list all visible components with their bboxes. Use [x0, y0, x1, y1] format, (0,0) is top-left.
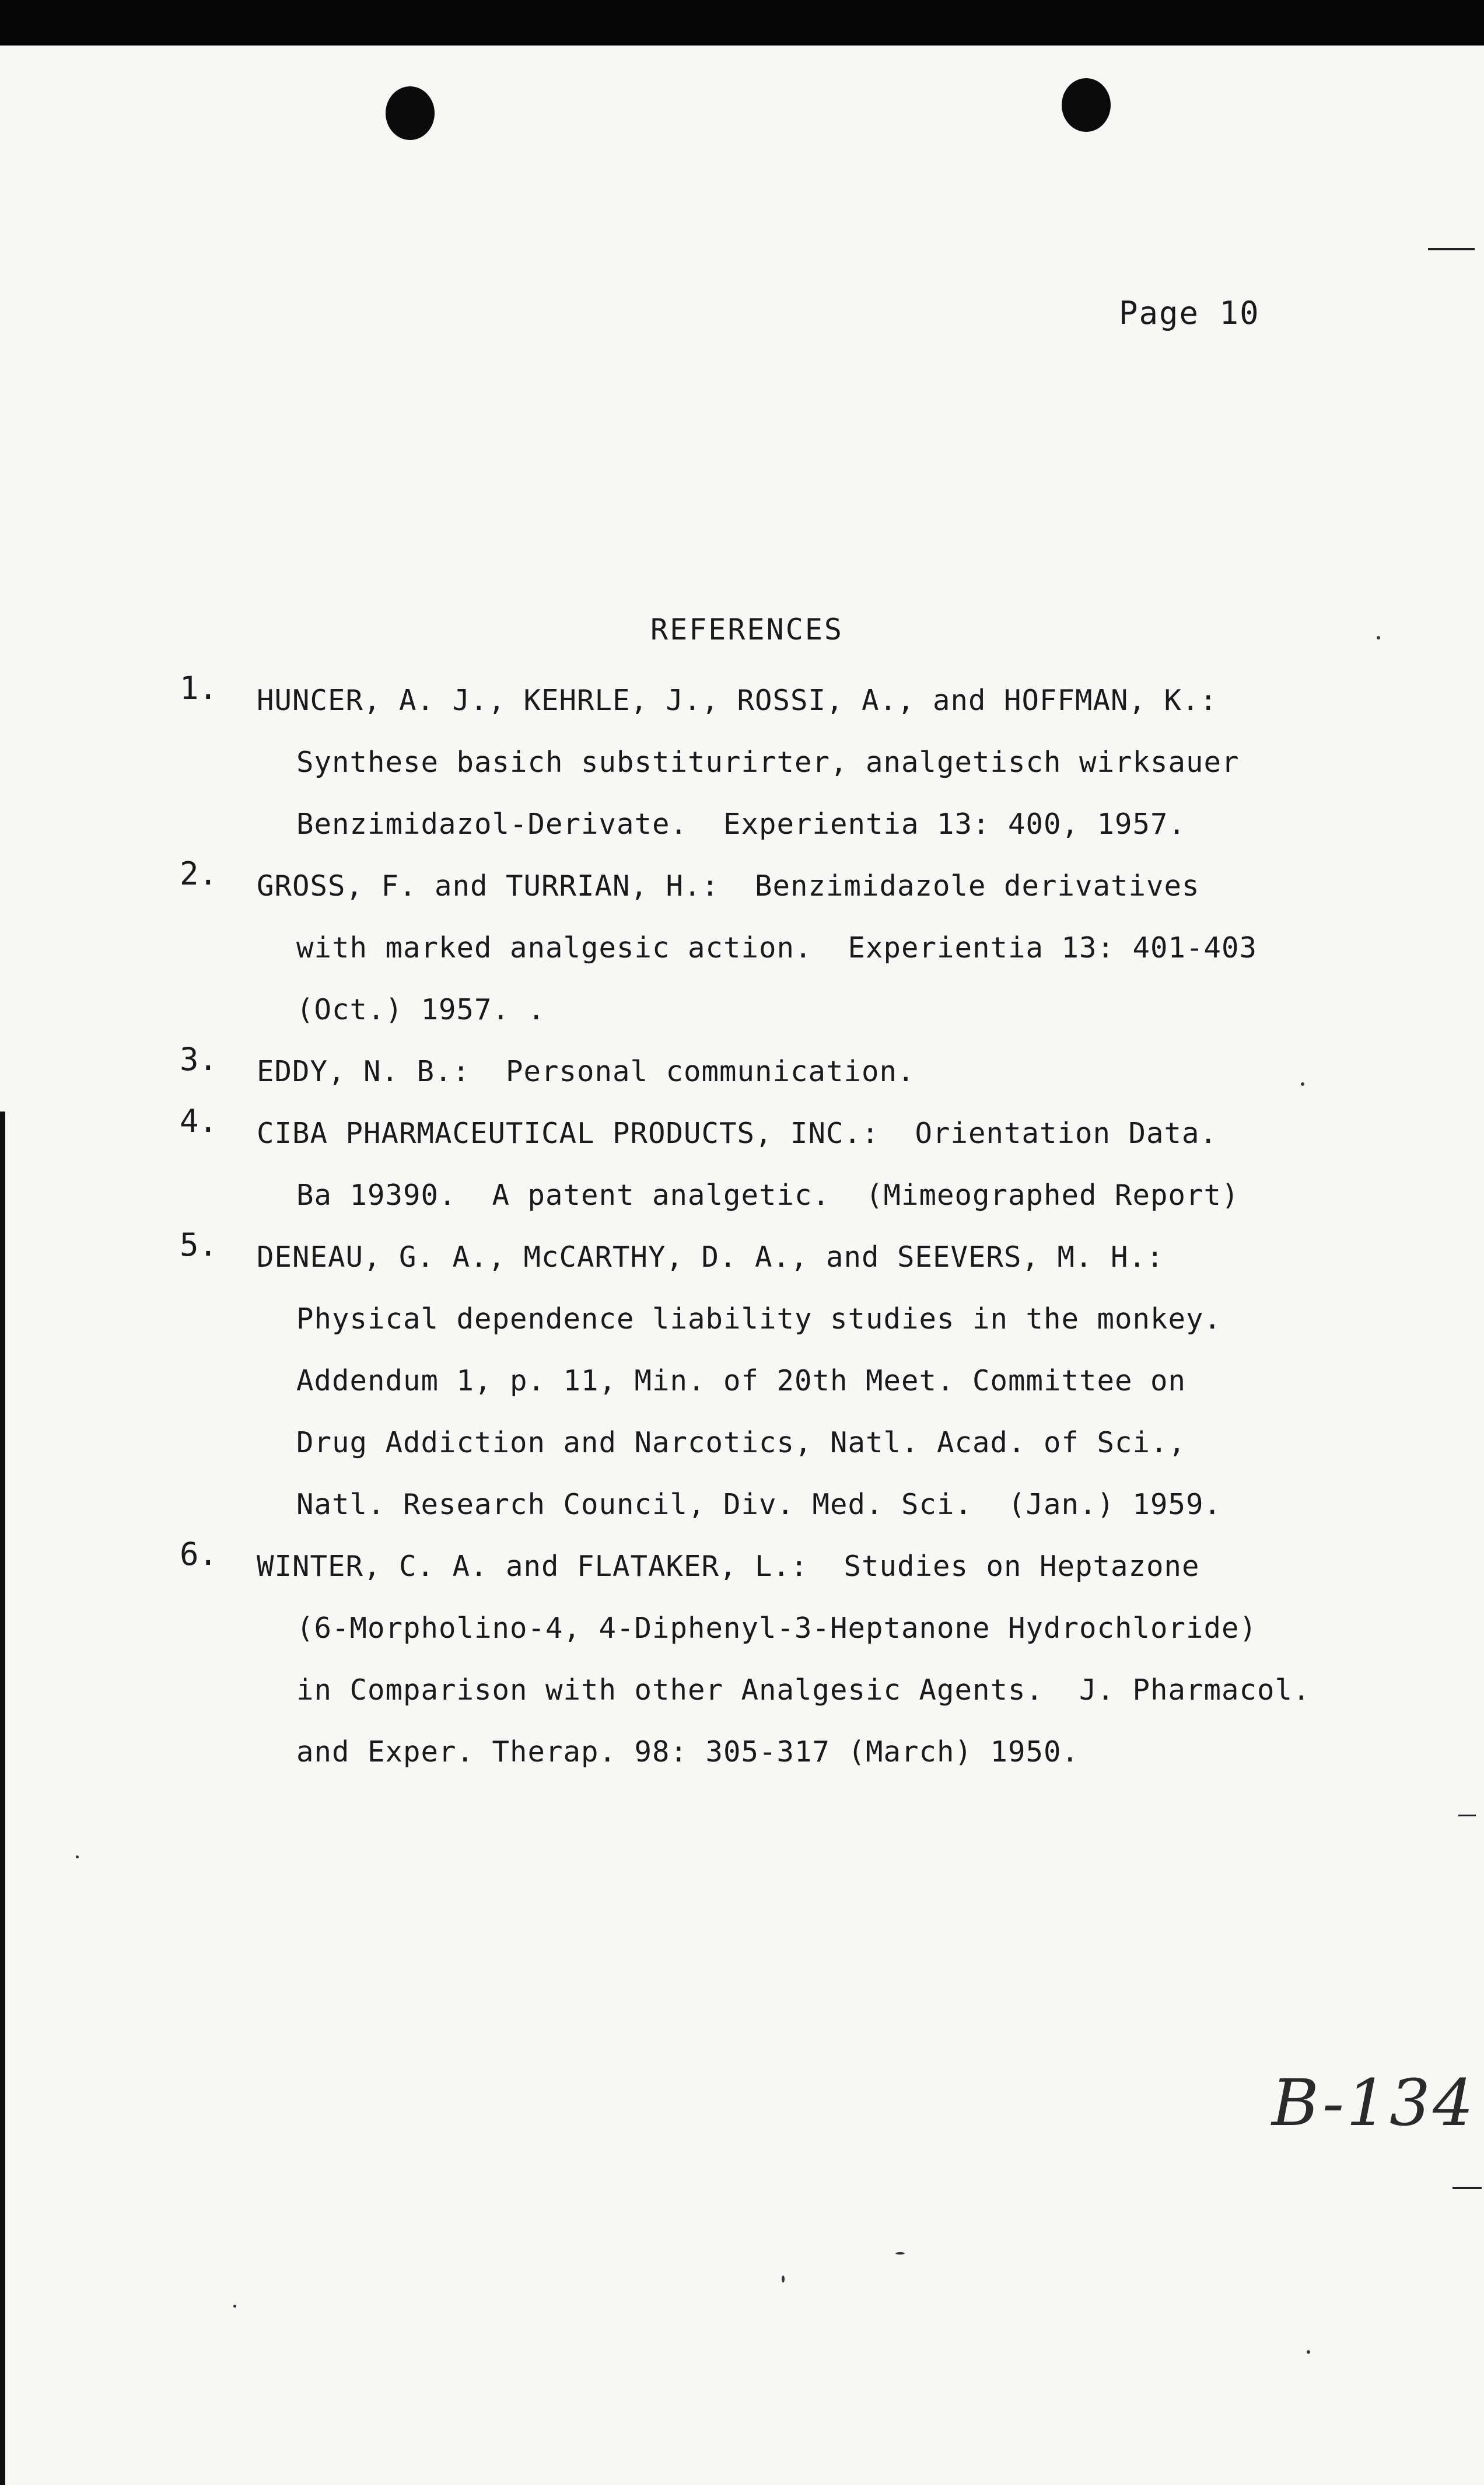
reference-number: 6.: [180, 1536, 218, 1572]
scan-speck: [76, 1855, 79, 1858]
reference-line: GROSS, F. and TURRIAN, H.: Benzimidazole derivatives: [257, 869, 1200, 903]
punch-hole-left: [386, 86, 435, 140]
page-number: Page 10: [1119, 295, 1260, 331]
reference-number: 3.: [180, 1041, 218, 1078]
scan-speck: [233, 2305, 236, 2308]
scan-speck: [895, 2252, 905, 2255]
reference-line: Natl. Research Council, Div. Med. Sci. (Jan.) 1959.: [296, 1488, 1222, 1521]
reference-line: Drug Addiction and Narcotics, Natl. Acad. of Sci.,: [296, 1426, 1186, 1459]
scan-top-border: [0, 0, 1484, 46]
scan-left-border: [0, 1112, 5, 2485]
reference-list: [180, 670, 1422, 1783]
reference-line: Addendum 1, p. 11, Min. of 20th Meet. Committee on: [296, 1364, 1186, 1397]
reference-line: Benzimidazol-Derivate. Experientia 13: 400, 1957.: [296, 808, 1186, 841]
reference-item: [180, 1536, 1422, 1783]
reference-number: 1.: [180, 670, 218, 707]
scan-artifact: [1428, 248, 1475, 250]
reference-line: Ba 19390. A patent analgetic. (Mimeographed Report): [296, 1179, 1240, 1212]
reference-line: EDDY, N. B.: Personal communication.: [257, 1055, 915, 1088]
reference-line: HUNCER, A. J., KEHRLE, J., ROSSI, A., and HOFFMAN, K.:: [257, 684, 1218, 717]
scan-speck: [1307, 2350, 1310, 2354]
punch-hole-right: [1062, 78, 1111, 132]
reference-number: 2.: [180, 855, 218, 892]
reference-item: [180, 1226, 1422, 1536]
reference-number: 5.: [180, 1226, 218, 1263]
reference-line: Physical dependence liability studies in the monkey.: [296, 1302, 1222, 1336]
reference-line: (6-Morpholino-4, 4-Diphenyl-3-Heptanone Hydrochloride): [296, 1612, 1258, 1645]
reference-item: [180, 1103, 1422, 1226]
reference-line: Synthese basich substiturirter, analgetisch wirksauer: [296, 746, 1240, 779]
scan-artifact: [1458, 1815, 1476, 1816]
reference-number: 4.: [180, 1103, 218, 1140]
handwritten-page-code: B-134: [1272, 2065, 1476, 2140]
reference-line: (Oct.) 1957. .: [296, 993, 546, 1026]
scan-artifact: [1452, 2187, 1482, 2189]
reference-line: CIBA PHARMACEUTICAL PRODUCTS, INC.: Orientation Data.: [257, 1117, 1218, 1150]
reference-item: [180, 855, 1422, 1041]
reference-line: and Exper. Therap. 98: 305-317 (March) 1950.: [296, 1735, 1080, 1768]
scan-speck: [782, 2276, 785, 2283]
reference-line: with marked analgesic action. Experientia 13: 401-403: [296, 931, 1258, 964]
reference-item: [180, 670, 1422, 855]
references-heading: REFERENCES: [650, 613, 844, 646]
reference-line: DENEAU, G. A., McCARTHY, D. A., and SEEVERS, M. H.:: [257, 1240, 1164, 1274]
reference-line: WINTER, C. A. and FLATAKER, L.: Studies on Heptazone: [257, 1550, 1200, 1583]
scan-speck: [1377, 636, 1380, 639]
reference-line: in Comparison with other Analgesic Agents. J. Pharmacol.: [296, 1673, 1311, 1707]
reference-item: [180, 1041, 1422, 1103]
